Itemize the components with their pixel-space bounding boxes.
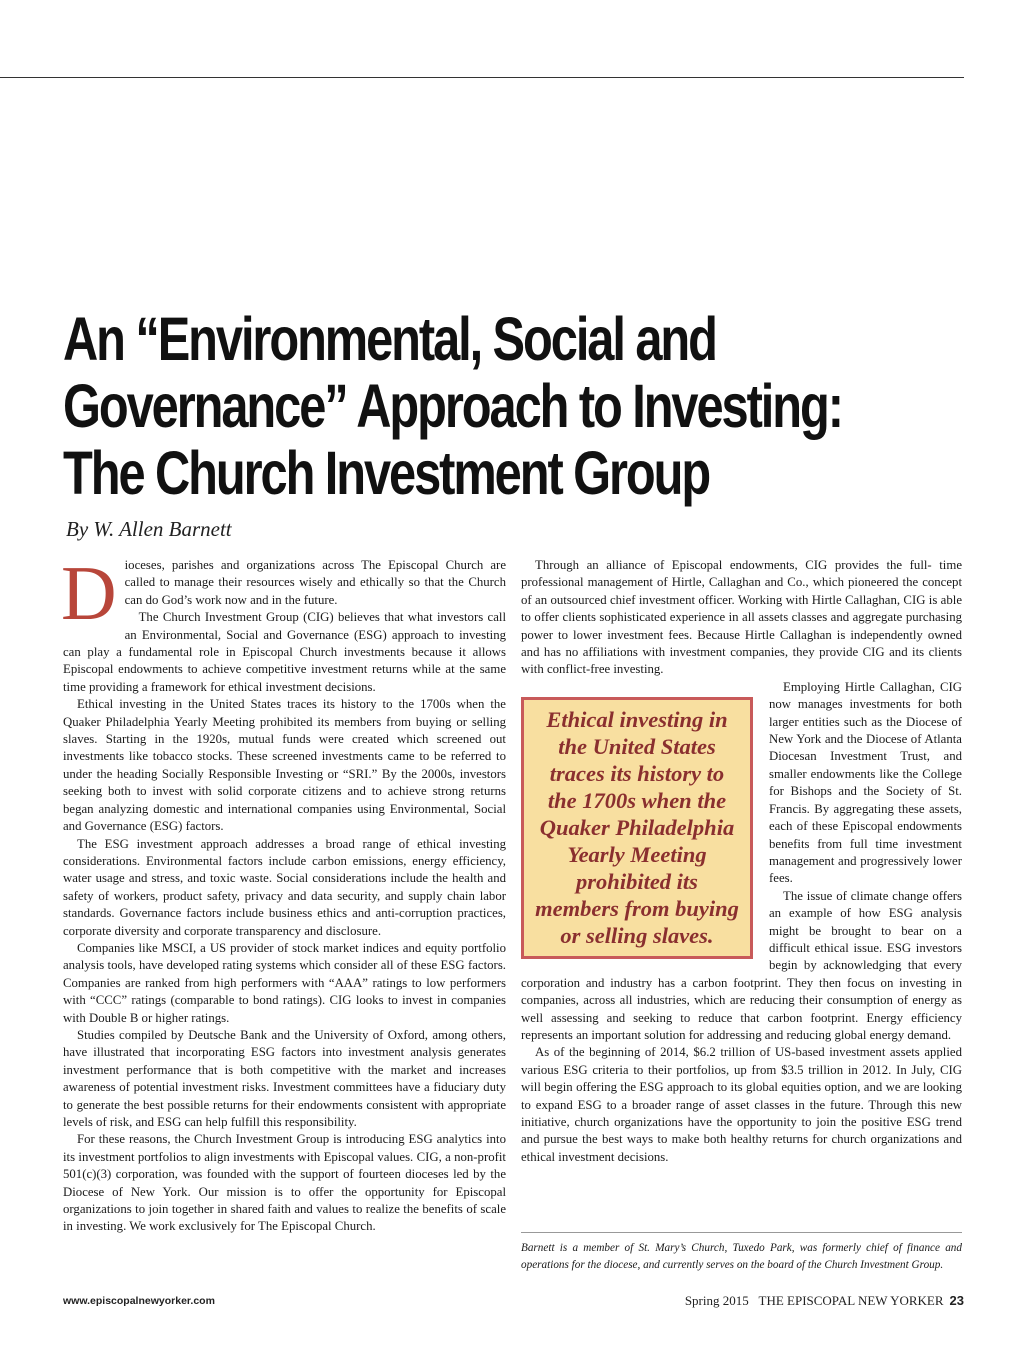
pull-quote-text: Ethical investing in the United States traces its history to the 1700s when the Quaker Philadelphia Yearly Meeting prohibited its members from buying or selling slaves.: [535, 707, 739, 949]
right-column: [521, 557, 962, 1166]
body-paragraph: The ESG investment approach addresses a broad range of ethical investing considerations. Environmental factors include carbon emissions, energy efficiency, water usage and stress, and toxic waste. Social considerations include the health and safety of workers, product safety, privacy and data security, and supply chain labor standards. Governance factors include business ethics and anti-corruption practices, corporate diversity and corporate transparency and disclosure.: [63, 836, 506, 938]
drop-cap: D: [61, 550, 117, 636]
title-line: An “Environmental, Social and: [63, 305, 716, 373]
body-paragraph: As of the beginning of 2014, $6.2 trillion of US-based investment assets applied various ESG criteria to their portfolios, up from $3.5 trillion in 2012. In July, CIG will begin offering the ESG approach to its global equities option, and we are looking to expand ESG to a broader range of asset classes in the future. Through this new initiative, church organizations have the opportunity to join the positive ESG trend and pursue the best ways to make both healthy returns for church organizations and ethical investment decisions.: [521, 1045, 962, 1164]
top-rule: [0, 77, 964, 78]
body-paragraph: The issue of climate change offers an example of how ESG analysis might be brought to bear on a difficult ethical issue. ESG investors begin by acknowledging that every corporation and industry has a carbon footprint. They then focus on investing in companies, across all industries, which are reducing their consumption of energy as well assessing and seeking to reduce that carbon footprint. Energy efficiency represents an important solution for addressing and reducing global energy demand.: [521, 888, 962, 1042]
body-paragraph: Through an alliance of Episcopal endowments, CIG provides the full- time professional management of Hirtle, Callaghan and Co., which pioneered the concept of an outsourced chief investment officer. Working with Hirtle Callaghan, CIG is able to offer clients sophisticated experience in all assets classes and aggregate purchasing power to lower investment fees. Because Hirtle Callaghan is independently owned and has no affiliations with investment companies, they provide CIG and its clients with conflict-free investing.: [521, 558, 962, 677]
byline: By W. Allen Barnett: [66, 517, 232, 541]
body-paragraph: Employing Hirtle Callaghan, CIG now manages investments for both larger entities such as the Diocese of New York and the Diocese of Atlanta Diocesan Investment Trust, and smaller endowments like the College for Bishops and the Society of St. Francis. By aggregating these assets, each of these Episcopal endowments benefits from full time investment management and progressively lower fees.: [769, 679, 962, 886]
body-paragraph: The Church Investment Group (CIG) believes that what investors call an Environmental, Social and Governance (ESG) approach to investing can play a fundamental role in Episcopal Church investments because it allows Episcopal endowments to achieve competitive investment returns while at the same time providing a framework for ethical investment decisions.: [63, 610, 506, 694]
body-paragraph: Ethical investing in the United States traces its history to the 1700s when the Quaker Philadelphia Yearly Meeting prohibited its members from buying or selling slaves. Starting in the 1920s, mutual funds were created which screened out investments like tobacco stocks. These screened investments came to be referred to under the heading Socially Responsible Investing or “SRI.” By the 2000s, investors seeking both to invest with solid corporate citizens and to achieve strong returns began analyzing domestic and international companies using Environmental, Social and Governance (ESG) factors.: [63, 697, 506, 834]
pull-quote: [521, 697, 753, 959]
footer-issue: Spring 2015: [684, 1293, 749, 1308]
body-paragraph: For these reasons, the Church Investment Group is introducing ESG analytics into its investment portfolios to align investments with Episcopal values. CIG, a non-profit 501(c)(3) corporation, was founded with the support of fourteen dioceses led by the Diocese of New York. Our mission is to offer the opportunity for Episcopal organizations to join together in shared faith and values to realize the benefits of scale in investing. We work exclusively for The Episcopal Church.: [63, 1132, 506, 1234]
footer-website: www.episcopalnewyorker.com: [63, 1295, 215, 1307]
footer-issue-info: [685, 1293, 964, 1309]
bio-divider: [521, 1232, 962, 1233]
footer-publication: THE EPISCOPAL NEW YORKER: [758, 1293, 944, 1308]
article-title: [63, 305, 842, 507]
page-number: 23: [949, 1293, 964, 1308]
author-bio: Barnett is a member of St. Mary’s Church, Tuxedo Park, was formerly chief of finance and operations for the diocese, and currently serves on the board of the Church Investment Group.: [521, 1242, 962, 1271]
title-line: The Church Investment Group: [63, 439, 710, 507]
intro-paragraph: [61, 550, 506, 636]
body-paragraph: Companies like MSCI, a US provider of stock market indices and equity portfolio analysis tools, have developed rating systems which consider all of these ESG factors. Companies are ranked from high performers with “AAA” ratings to low performers with “CCC” ratings (comparable to bond ratings). CIG looks to invest in companies with Double B or higher ratings.: [63, 940, 506, 1025]
title-line: Governance” Approach to Investing:: [63, 372, 842, 440]
left-column: [61, 550, 506, 1236]
intro-text: ioceses, parishes and organizations across The Episcopal Church are called to manage their resources wisely and ethically so that the Church can do God’s work now and in the future.: [124, 558, 506, 607]
body-paragraph: Studies compiled by Deutsche Bank and the University of Oxford, among others, have illustrated that incorporating ESG factors into investment analysis generates investment performance that is both competitive with the market and increases awareness of potential investment risks. Investment committees have a fiduciary duty to generate the best possible returns for their endowments consistent with appropriate levels of risk, and ESG can help fulfill this responsibility.: [63, 1027, 506, 1129]
